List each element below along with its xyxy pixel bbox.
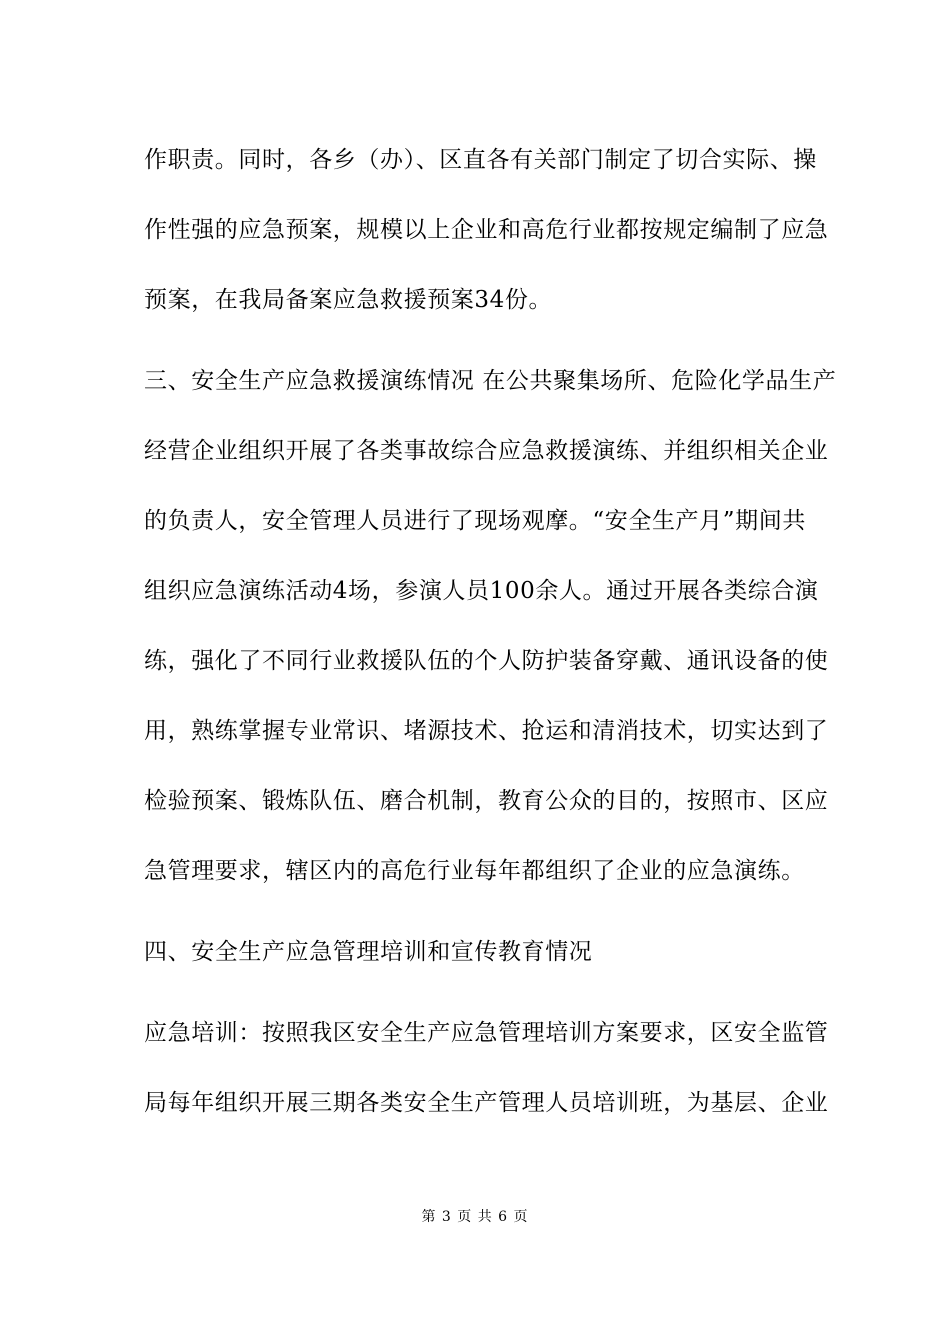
paragraph-line: 局每年组织开展三期各类安全生产管理人员培训班，为基层、企业 xyxy=(144,1090,829,1116)
paragraph-line: 组织应急演练活动4场，参演人员100余人。通过开展各类综合演 xyxy=(144,578,819,604)
paragraph-line: 检验预案、锻炼队伍、磨合机制，教育公众的目的，按照市、区应 xyxy=(144,788,829,814)
page-number-footer: 第 3 页 共 6 页 xyxy=(421,1209,529,1225)
section-heading: 四、安全生产应急管理培训和宣传教育情况 xyxy=(144,939,593,965)
paragraph-line: 练，强化了不同行业救援队伍的个人防护装备穿戴、通讯设备的使 xyxy=(144,648,829,674)
paragraph-line: 作性强的应急预案，规模以上企业和高危行业都按规定编制了应急 xyxy=(144,217,829,243)
paragraph-line: 经营企业组织开展了各类事故综合应急救援演练、并组织相关企业 xyxy=(144,438,829,464)
paragraph-line: 急管理要求，辖区内的高危行业每年都组织了企业的应急演练。 xyxy=(144,858,805,884)
section-heading-line: 三、安全生产应急救援演练情况 在公共聚集场所、危险化学品生产 xyxy=(144,368,837,394)
paragraph-line: 的负责人，安全管理人员进行了现场观摩。“安全生产月”期间共 xyxy=(144,508,806,534)
paragraph-line: 预案，在我局备案应急救援预案34份。 xyxy=(144,287,553,313)
paragraph-line: 应急培训：按照我区安全生产应急管理培训方案要求，区安全监管 xyxy=(144,1020,829,1046)
paragraph-line: 作职责。同时，各乡（办）、区直各有关部门制定了切合实际、操 xyxy=(144,147,817,173)
paragraph-line: 用，熟练掌握专业常识、堵源技术、抢运和清消技术，切实达到了 xyxy=(144,718,829,744)
